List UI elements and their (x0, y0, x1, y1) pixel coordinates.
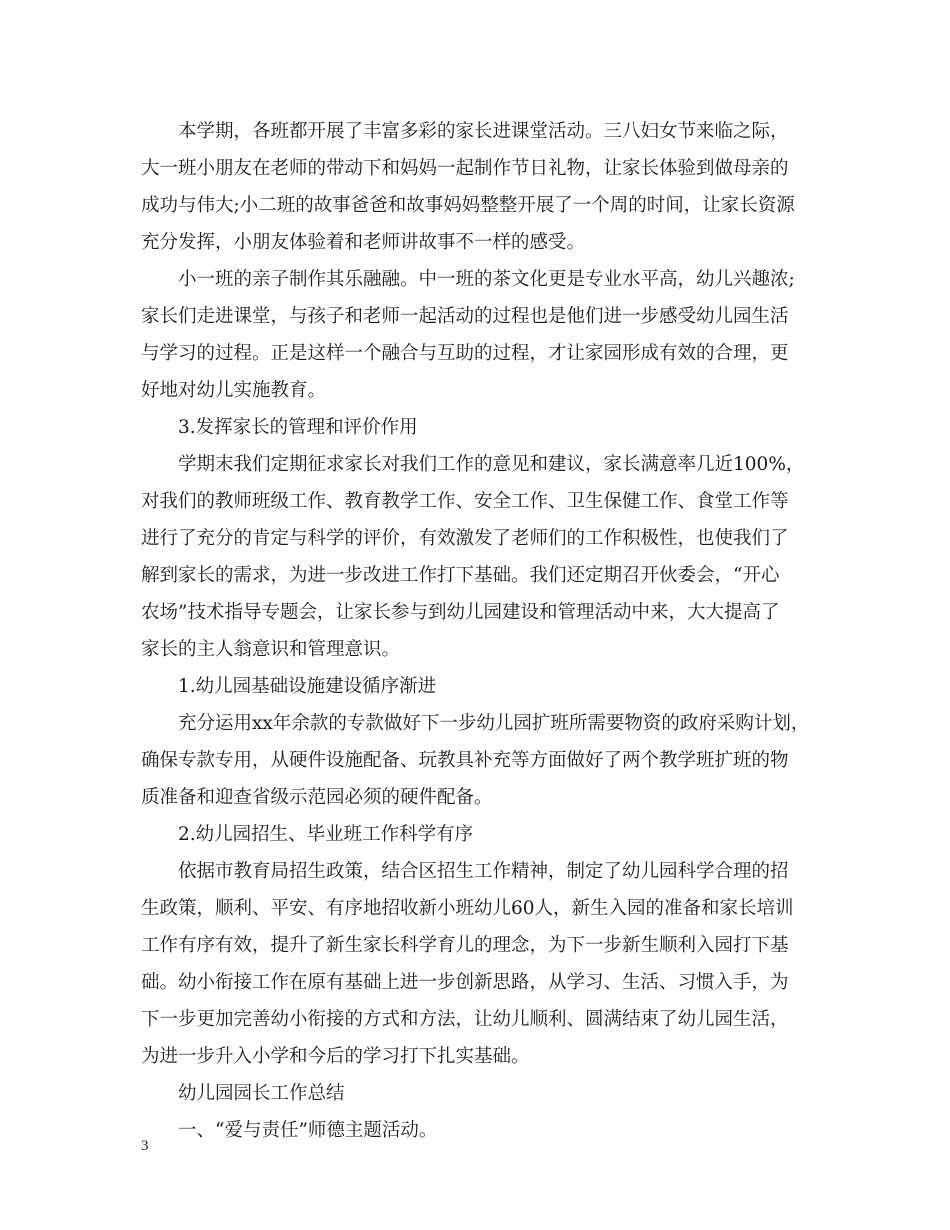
section-heading: 3.发挥家长的管理和评价作用 (178, 417, 418, 438)
text-line: 成功与伟大;小二班的故事爸爸和故事妈妈整整开展了一个周的时间，让家长资源 (141, 195, 795, 216)
text-line: 础。幼小衔接工作在原有基础上进一步创新思路，从学习、生活、习惯入手，为 (141, 972, 789, 993)
section-heading: 1.幼儿园基础设施建设循序渐进 (178, 676, 437, 697)
text-line: 确保专款专用，从硬件设施配备、玩教具补充等方面做好了两个教学班扩班的物 (141, 750, 789, 771)
page-number: 3 (141, 1138, 149, 1154)
text-line: 农场”技术指导专题会，让家长参与到幼儿园建设和管理活动中来，大大提高了 (141, 602, 780, 623)
section-heading: 2.幼儿园招生、毕业班工作科学有序 (178, 824, 474, 845)
section-heading: 幼儿园园长工作总结 (178, 1083, 345, 1104)
text-line: 本学期，各班都开展了丰富多彩的家长进课堂活动。三八妇女节来临之际， (178, 121, 789, 142)
section-heading: 一、“爱与责任”师德主题活动。 (178, 1120, 438, 1141)
text-line: 充分发挥，小朋友体验着和老师讲故事不一样的感受。 (141, 232, 586, 253)
text-line: 小一班的亲子制作其乐融融。中一班的茶文化更是专业水平高，幼儿兴趣浓; (178, 269, 795, 290)
text-line: 解到家长的需求，为进一步改进工作打下基础。我们还定期召开伙委会，“开心 (141, 565, 780, 586)
text-line: 学期末我们定期征求家长对我们工作的意见和建议，家长满意率几近100%， (178, 454, 805, 475)
text-line: 生政策，顺利、平安、有序地招收新小班幼儿60人，新生入园的准备和家长培训 (141, 898, 794, 919)
text-line: 对我们的教师班级工作、教育教学工作、安全工作、卫生保健工作、食堂工作等 (141, 491, 789, 512)
text-line: 好地对幼儿实施教育。 (141, 380, 327, 401)
text-line: 家长的主人翁意识和管理意识。 (141, 639, 401, 660)
text-line: 依据市教育局招生政策，结合区招生工作精神，制定了幼儿园科学合理的招 (178, 861, 789, 882)
text-line: 下一步更加完善幼小衔接的方式和方法，让幼儿顺利、圆满结束了幼儿园生活， (141, 1009, 789, 1030)
text-line: 工作有序有效，提升了新生家长科学育儿的理念，为下一步新生顺利入园打下基 (141, 935, 789, 956)
text-line: 充分运用xx年余款的专款做好下一步幼儿园扩班所需要物资的政府采购计划， (178, 713, 810, 734)
text-line: 进行了充分的肯定与科学的评价，有效激发了老师们的工作积极性，也使我们了 (141, 528, 789, 549)
text-line: 与学习的过程。正是这样一个融合与互助的过程，才让家园形成有效的合理，更 (141, 343, 789, 364)
text-line: 质准备和迎查省级示范园必须的硬件配备。 (141, 787, 493, 808)
text-line: 家长们走进课堂，与孩子和老师一起活动的过程也是他们进一步感受幼儿园生活 (141, 306, 789, 327)
text-line: 为进一步升入小学和今后的学习打下扎实基础。 (141, 1046, 530, 1067)
text-line: 大一班小朋友在老师的带动下和妈妈一起制作节日礼物，让家长体验到做母亲的 (141, 158, 789, 179)
